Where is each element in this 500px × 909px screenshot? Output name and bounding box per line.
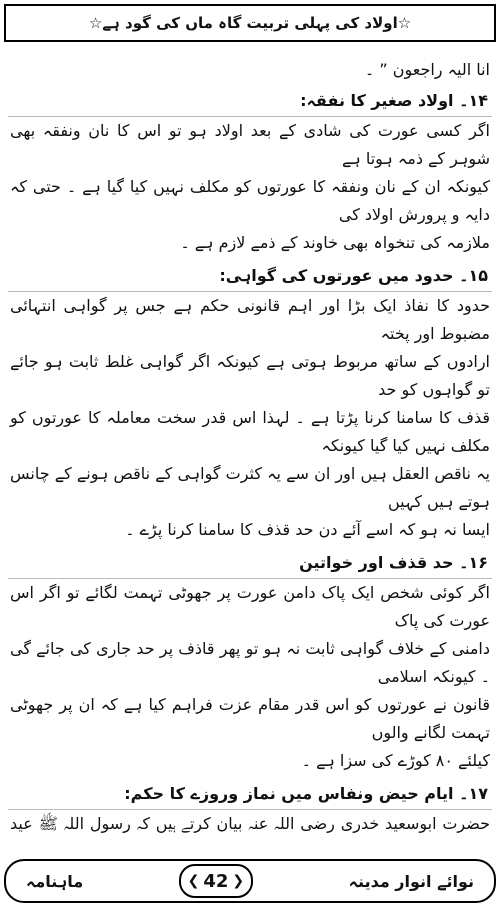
paragraph-line: اگر کسی عورت کی شادی کے بعد اولاد ہو تو اس کا نان ونفقہ بھی شوہر کے ذمہ ہوتا ہے: [10, 121, 490, 168]
paragraph-line: ارادوں کے ساتھ مربوط ہوتی ہے کیونکہ اگر گواہی غلط ثابت ہو جائے تو گواہوں کو حد: [10, 352, 490, 399]
paragraph-line: کیونکہ ان کے نان ونفقہ کا عورتوں کو مکلف نہیں کیا گیا ہے ۔ حتی کہ دایہ و پرورش اولاد کی: [10, 177, 490, 224]
page-number-badge: [179, 864, 253, 898]
section-14: [8, 86, 492, 257]
paragraph-line: اگر کوئی شخص ایک پاک دامن عورت پر جھوٹی تہمت لگائے تو اگر اس عورت کی پاک: [10, 583, 490, 630]
paragraph-line: یہ ناقص العقل ہیں اور ان سے یہ کثرت گواہی کے ناقص ہونے کے چانس ہوتے ہیں کہیں: [10, 464, 490, 511]
section-heading: ۱۵۔ حدود میں عورتوں کی گواہی:: [8, 261, 492, 292]
ornament-icon: ❯: [232, 873, 245, 889]
section-16: [8, 548, 492, 775]
section-heading: ۱۴۔ اولاد صغیر کا نفقہ:: [8, 86, 492, 117]
section-17: [8, 779, 492, 839]
section-heading: ۱۷۔ ایام حیض ونفاس میں نماز وروزے کا حکم:: [8, 779, 492, 810]
paragraph-line: ایسا نہ ہو کہ اسے آئے دن حد قذف کا سامنا کرنا پڑے ۔: [125, 520, 490, 539]
page-footer: [4, 859, 496, 903]
section-15: [8, 261, 492, 544]
article-body: [8, 56, 492, 839]
section-heading: ۱۶۔ حد قذف اور خواتین: [8, 548, 492, 579]
page-number: 42: [203, 870, 229, 892]
paragraph-line: کیلئے ۸۰ کوڑے کی سزا ہے ۔: [301, 751, 490, 770]
opening-line: انا الیہ راجعون ” ۔: [364, 60, 490, 79]
paragraph-line: قذف کا سامنا کرنا پڑتا ہے ۔ لہذا اس قدر سخت معاملہ کا عورتوں کو مکلف نہیں کیا گیا کیونکہ: [10, 408, 490, 455]
magazine-name: نوائے انوار مدینہ: [348, 871, 474, 891]
paragraph-line: ملازمہ کی تنخواہ بھی خاوند کے ذمے لازم ہے ۔: [180, 233, 490, 252]
page-header: [4, 4, 496, 42]
paragraph-line: حدود کا نفاذ ایک بڑا اور اہم قانونی حکم ہے جس پر گواہی انتہائی مضبوط اور پختہ: [10, 296, 490, 343]
header-title: ☆اولاد کی پہلی تربیت گاہ ماں کی گود ہے☆: [88, 14, 412, 32]
paragraph-line: قانون نے عورتوں کو اس قدر مقام عزت فراہم کیا ہے کہ ان پر جھوٹی تہمت لگانے والوں: [10, 695, 490, 742]
ornament-icon: ❮: [187, 873, 200, 889]
paragraph-line: دامنی کے خلاف گواہی ثابت نہ ہو تو پھر قاذف پر حد جاری کی جائے گی ۔ کیونکہ اسلامی: [10, 639, 490, 686]
paragraph-line: حضرت ابوسعید خدری رضی اللہ عنہ بیان کرتے ہیں کہ رسول اللہ ﷺ عید: [10, 814, 490, 833]
magazine-label: ماہنامہ: [26, 871, 84, 891]
